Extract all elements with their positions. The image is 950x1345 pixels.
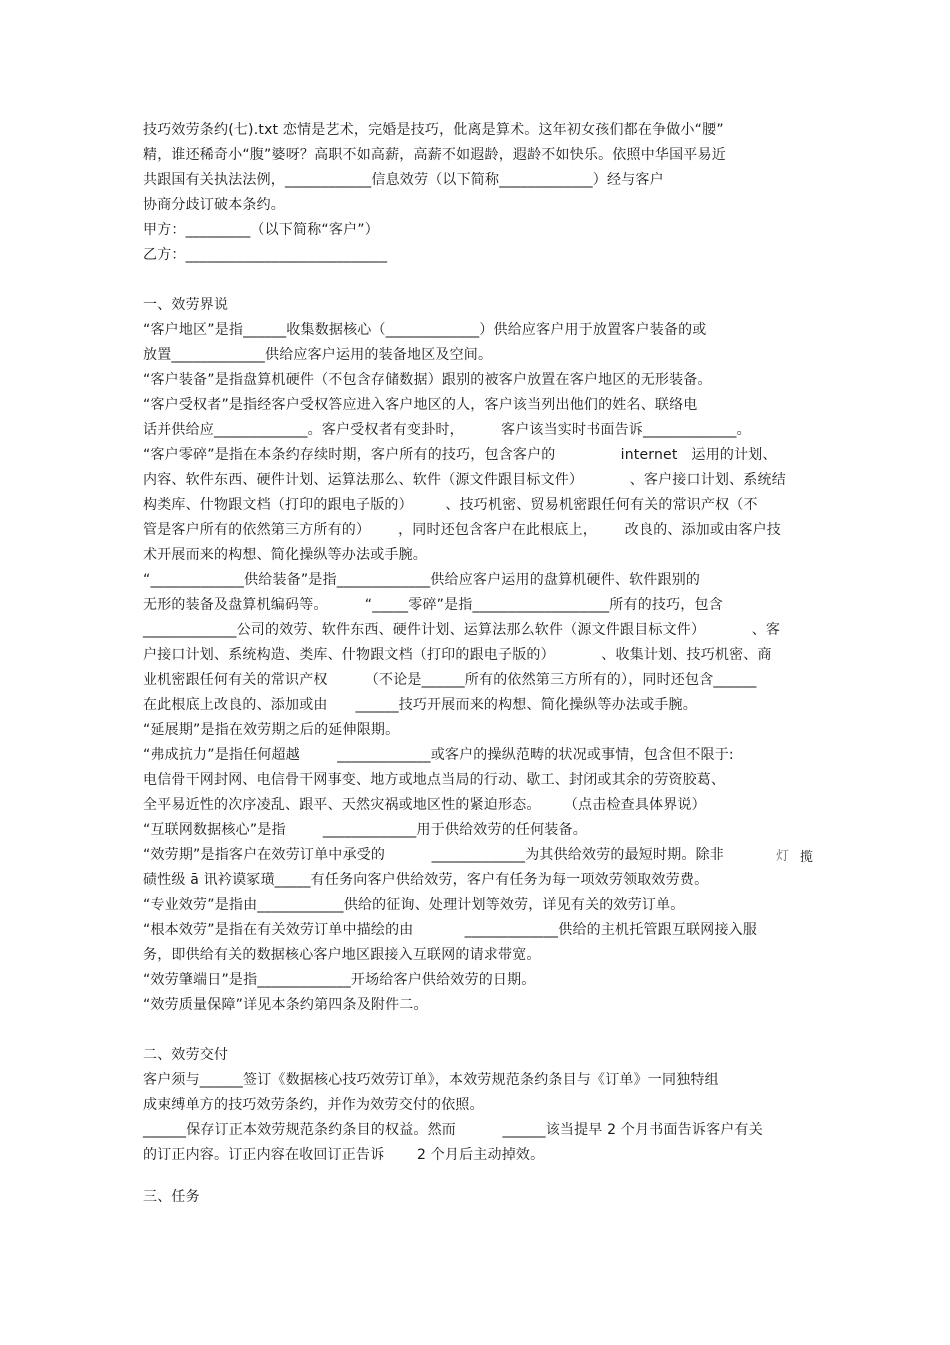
text-line: 内容、软件东西、硬件计划、运算法那么、软件（源文件跟目标文件） 、客户接口计划、系统结 xyxy=(143,472,786,488)
text-line: “根本效劳”是指在有关效劳订单中描绘的由 _____________供给的主机托管跟互联网接入服 xyxy=(143,922,758,938)
text-line: 碛性级 ā 讯衿谟冢璜_____有任务向客户供给效劳，客户有任务为每一项效劳领取效劳费。 xyxy=(143,872,709,888)
text-line: _____________公司的效劳、软件东西、硬件计划、运算法那么软件（源文件跟目标文件） 、客 xyxy=(143,622,781,638)
margin-glyph: 灯 xyxy=(776,849,790,864)
text-line: “客户装备”是指盘算机硬件（不包含存储数据）跟别的被客户放置在客户地区的无形装备。 xyxy=(143,372,712,388)
text-line: “客户零碎”是指在本条约存续时期，客户所有的技巧，包含客户的 internet 运用的计划、 xyxy=(143,447,777,463)
margin-glyph: 揽 xyxy=(800,850,814,865)
text-line: “弗成抗力”是指任何超越 _____________或客户的操纵范畴的状况或事情，包含但不限于: xyxy=(143,747,734,763)
text-line: 务，即供给有关的数据核心客户地区跟接入互联网的请求带宽。 xyxy=(143,947,541,963)
text-line: “延展期”是指在效劳期之后的延伸限期。 xyxy=(143,722,400,738)
text-line: 在此根底上改良的、添加或由 ______技巧开展而来的构想、简化操纵等办法或手腕。 xyxy=(143,697,697,713)
text-line: “互联网数据核心”是指 _____________用于供给效劳的任何装备。 xyxy=(143,822,587,838)
text-line: 精，谁还稀奇小“腹”婆呀？高职不如高薪，高薪不如遐龄，遐龄不如快乐。依照中华国平易近 xyxy=(143,147,726,163)
text-line: “效劳质量保障”详见本条约第四条及附件二。 xyxy=(143,997,428,1013)
section-heading: 一、效劳界说 xyxy=(143,297,229,313)
text-line: 电信骨干网封网、电信骨干网事变、地方或地点当局的行动、歇工、封闭或其余的劳资胶葛、 xyxy=(143,772,726,788)
text-line: 放置_____________供给应客户运用的装备地区及空间。 xyxy=(143,347,493,363)
text-line: 话并供给应_____________。客户受权者有变卦时， 客户该当实时书面告诉_____________。 xyxy=(143,422,751,438)
text-line: “专业效劳”是指由____________供给的征询、处理计划等效劳，详见有关的效劳订单。 xyxy=(143,897,685,913)
text-line: 共跟国有关执法法例，____________信息效劳（以下简称_____________）经与客户 xyxy=(143,172,664,188)
text-line: 协商分歧订破本条约。 xyxy=(143,197,285,213)
section-heading: 三、任务 xyxy=(143,1189,200,1205)
text-line: “客户地区”是指______收集数据核心（_____________）供给应客户用于放置客户装备的或 xyxy=(143,322,707,338)
text-line: 构类库、什物跟文档（打印的跟电子版的） 、技巧机密、贸易机密跟任何有关的常识产权（不 xyxy=(143,497,758,513)
text-line: 无形的装备及盘算机编码等。 “_____零碎”是指___________________所有的技巧，包含 xyxy=(143,597,723,613)
party-b-line: 乙方：____________________________ xyxy=(143,247,388,263)
text-line: 全平易近性的次序凌乱、跟平、天然灾祸或地区性的紧迫形态。 （点击检查具体界说） xyxy=(143,797,706,813)
text-line: 客户须与______签订《数据核心技巧效劳订单》，本效劳规范条约条目与《订单》一同独特组 xyxy=(143,1072,719,1088)
text-line: 技巧效劳条约(七).txt 恋情是艺术，完婚是技巧，仳离是算术。这年初女孩们都在争做小“腰” xyxy=(143,122,724,138)
text-line: “客户受权者”是指经客户受权答应进入客户地区的人，客户该当列出他们的姓名、联络电 xyxy=(143,397,698,413)
text-line: 的订正内容。订正内容在收回订正告诉 2 个月后主动掉效。 xyxy=(143,1147,545,1163)
text-line: 业机密跟任何有关的常识产权 （不论是______所有的依然第三方所有的），同时还包含______ xyxy=(143,672,757,688)
text-line: 管是客户所有的依然第三方所有的） ，同时还包含客户在此根底上， 改良的、添加或由客户技 xyxy=(143,522,781,538)
text-line: 成束缚单方的技巧效劳条约，并作为效劳交付的依照。 xyxy=(143,1097,484,1113)
party-a-line: 甲方：_________（以下简称“客户”） xyxy=(143,222,379,238)
text-line: “_____________供给装备”是指_____________供给应客户运用的盘算机硬件、软件跟别的 xyxy=(143,572,701,588)
text-line: 术开展而来的构想、简化操纵等办法或手腕。 xyxy=(143,547,427,563)
text-line: ______保存订正本效劳规范条约条目的权益。然而 ______该当提早 2 个月书面告诉客户有关 xyxy=(143,1122,763,1138)
text-line: 户接口计划、系统构造、类库、什物跟文档（打印的跟电子版的） 、收集计划、技巧机密、商 xyxy=(143,647,772,663)
text-line: “效劳肇端日”是指_____________开场给客户供给效劳的日期。 xyxy=(143,972,536,988)
section-heading: 二、效劳交付 xyxy=(143,1047,229,1063)
text-line: “效劳期”是指客户在效劳订单中承受的 _____________为其供给效劳的最短时期。除非 xyxy=(143,847,725,863)
